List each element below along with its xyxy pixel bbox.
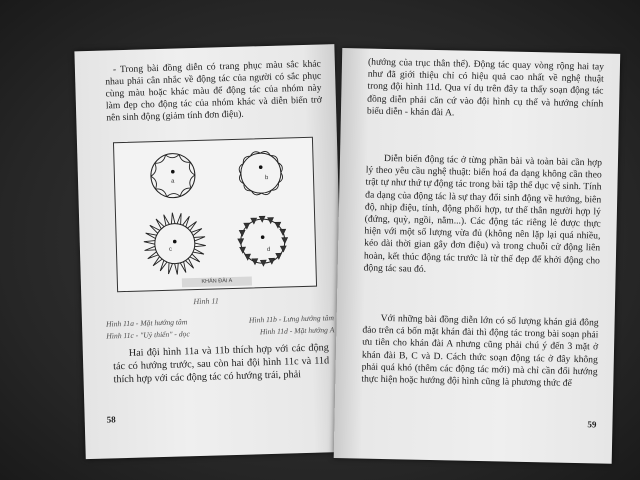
formation-spike: [171, 213, 175, 224]
formation-triangle: [251, 218, 257, 224]
label-c: c: [168, 246, 173, 253]
formation-a: [150, 153, 195, 198]
left-page: [74, 44, 345, 459]
formation-triangle: [282, 237, 288, 243]
formation-triangle: [239, 230, 245, 236]
formation-d: [237, 215, 288, 266]
formation-spike: [175, 263, 179, 274]
formation-arc: [166, 155, 180, 158]
formation-spike: [146, 233, 157, 239]
formation-spike: [194, 243, 205, 247]
page-number-right: 59: [587, 419, 597, 430]
legend-11b: Hình 11b - Lưng hướng tâm: [248, 313, 335, 325]
formation-diagram: [114, 138, 316, 291]
label-a: a: [170, 178, 175, 185]
label-d: d: [266, 246, 271, 254]
formation-triangle: [280, 246, 286, 252]
formation-spike: [193, 248, 204, 254]
right-page: [334, 48, 621, 464]
figure-legend: [106, 312, 335, 342]
formation-triangle: [268, 218, 274, 224]
figure-caption: Hình 11: [193, 296, 219, 307]
label-b: b: [264, 174, 269, 182]
left-paragraph-1: - Trong bài đồng diễn có trang phục màu sắc khác nhau phải cân nhắc về động tác của người có sắc phục cùng màu hoặc khác màu để động tác của nhóm này làm đẹp cho động tác của nhóm khác và diễn biến trở nên sinh động (giảm tính đơn điệu).: [105, 58, 323, 124]
legend-11d: Hình 11d - Mặt hướng A: [259, 325, 335, 337]
formation-figure: [113, 137, 317, 293]
formation-triangle: [240, 247, 246, 253]
page-number-left: 58: [106, 414, 116, 425]
formation-spike: [144, 246, 155, 250]
right-paragraph-3: Với những bài đồng diễn lớn có số lượng khán giả đông đảo trên cả bốn mặt khán đài thì động tác trong bài soạn phải ưu tiên cho khán đài A nhưng cũng phải chú ý đến 3 mặt ở khán đài B, C và D. Cách thức soạn động tác ở đây không phải quá khó (thêm các động tác mới) mà chỉ cần đổi hướng thực hiện hoặc hướng đội hình cũng là phương thức để: [361, 312, 599, 389]
formation-spike: [164, 215, 170, 226]
left-paragraph-2: Hai đội hình 11a và 11b thích hợp với các động tác có hướng trước, sau còn hai đội hình 11c và 11d thích hợp với các động tác có hướng trái, phải: [113, 342, 330, 386]
formation-spike: [177, 213, 182, 224]
formation-triangle: [252, 259, 258, 265]
formation-spike: [168, 263, 173, 274]
formation-spike: [194, 237, 205, 241]
formation-triangle: [238, 239, 244, 245]
formation-c: [143, 212, 206, 276]
figure-footer-label: KHÁN ĐÀI A: [182, 276, 252, 287]
formation-b: [239, 151, 283, 195]
formation-spike: [144, 241, 155, 245]
formation-spike: [180, 262, 186, 273]
right-paragraph-2: Diễn biến động tác ở từng phần bài và toàn bài cần hợp lý theo yêu cầu nghệ thuật: biến hoá đa dạng không cần theo trật tự như thứ tự động tác trong bài tập thể dục vệ sinh. Tính đa dạng của động tác là sự thay đổi sinh động về hướng, biên độ, nhịp điệu, tính, động phối hợp, tư thế thân người hợp lý (đứng, quỳ, ngồi, nằm...). Các động tác riêng lẻ được thực hiện với một số lượng vừa đủ (không nên lặp lại quá nhiều, kéo dài thời gian gây đơn điệu) và trong chuỗi cử động liên hoàn, kết thúc động tác trước là từ thế đẹp để khởi động cho động tác sau đó.: [363, 152, 603, 275]
formation-arc: [167, 193, 181, 196]
formation-triangle: [280, 229, 286, 235]
right-paragraph-1: (hướng của trục thân thể). Động tác quay vòng rộng hai tay như đã giới thiệu chỉ có hiệu quả cao nhất về nghệ thuật trong đội hình 11d. Qua ví dụ trên đây ta thấy soạn động tác đồng diễn phải căn cứ vào đội hình cụ thể và hướng chính biểu diễn - khán đài A.: [366, 56, 605, 119]
legend-11c: Hình 11c - "Uỷ thiến" - dọc: [106, 329, 190, 341]
legend-11a: Hình 11a - Mặt hướng tâm: [105, 317, 188, 329]
formation-triangle: [269, 258, 275, 264]
